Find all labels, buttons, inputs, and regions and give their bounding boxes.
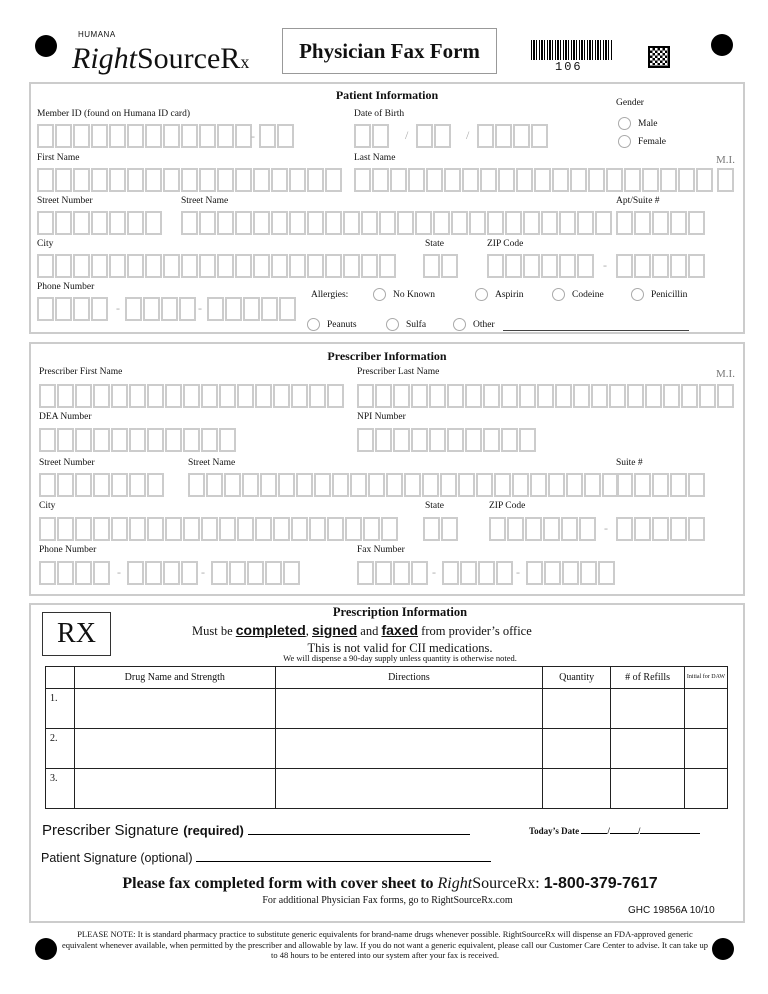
row-number: 2. (46, 729, 75, 769)
rx-mark: RX (42, 612, 111, 656)
prescriber-city-label: City (39, 501, 56, 511)
dob-year-field[interactable] (477, 124, 549, 148)
registration-dot-bottom-left (35, 938, 57, 960)
patient-phone-prefix-field[interactable] (125, 297, 197, 321)
first-name-label: First Name (37, 153, 80, 163)
prescriber-signature-line[interactable]: Prescriber Signature (required) (42, 822, 470, 840)
daw-cell[interactable] (685, 689, 728, 729)
barcode-number: 106 (555, 60, 583, 74)
allergy-other-line[interactable] (503, 330, 689, 331)
todays-date-line[interactable]: Today’s Date / / (529, 826, 700, 836)
fax-label: Fax Number (357, 545, 405, 555)
col-refills: # of Refills (611, 667, 685, 689)
prescriber-fax-area-field[interactable] (357, 561, 429, 585)
directions-cell[interactable] (275, 729, 543, 769)
prescriber-first-name-label: Prescriber First Name (39, 367, 123, 377)
patient-street-name-field[interactable] (181, 211, 613, 235)
prescriber-phone-prefix-field[interactable] (127, 561, 199, 585)
allergy-peanuts-radio[interactable]: Peanuts (307, 318, 357, 331)
prescriber-last-name-label: Prescriber Last Name (357, 367, 440, 377)
prescriber-last-name-field[interactable] (357, 384, 717, 408)
prescriber-mi-label: M.I. (716, 368, 735, 380)
state-label: State (425, 239, 444, 249)
col-directions: Directions (275, 667, 543, 689)
patient-phone-line-field[interactable] (207, 297, 297, 321)
prescriber-street-number-label: Street Number (39, 458, 95, 468)
dispense-note: We will dispense a 90-day supply unless quantity is otherwise noted. (283, 653, 517, 663)
daw-cell[interactable] (685, 769, 728, 809)
refills-cell[interactable] (611, 769, 685, 809)
cii-note: This is not valid for CII medications. (307, 641, 493, 655)
form-code: GHC 19856A 10/10 (628, 905, 715, 916)
prescriber-fax-prefix-field[interactable] (442, 561, 514, 585)
col-drug-name: Drug Name and Strength (74, 667, 275, 689)
patient-signature-line[interactable] (41, 851, 491, 865)
prescriber-section: Prescriber Information Prescriber First Name Prescriber Last Name M.I. DEA Number NPI Number Street Number Street Name Suite # City State ZIP Code - Phone Number - - Fax Number - - (29, 342, 745, 596)
prescriber-zip-label: ZIP Code (489, 501, 526, 511)
daw-cell[interactable] (685, 729, 728, 769)
registration-dot-top-left (35, 35, 57, 57)
suite-label: Suite # (616, 458, 643, 468)
logo-right: Right (72, 42, 137, 75)
gender-male-radio[interactable]: Male (618, 117, 658, 130)
prescriber-street-name-field[interactable] (188, 473, 620, 497)
prescriber-suite-field[interactable] (616, 473, 706, 497)
qr-code (648, 46, 670, 68)
prescriber-state-field[interactable] (423, 517, 459, 541)
rightsourcerx-logo (70, 30, 260, 80)
city-label: City (37, 239, 54, 249)
quantity-cell[interactable] (543, 729, 611, 769)
patient-last-name-field[interactable] (354, 168, 714, 192)
prescriber-section-title: Prescriber Information (327, 349, 447, 363)
logo-x: x (240, 52, 250, 72)
dob-day-field[interactable] (416, 124, 452, 148)
prescriber-zip-field[interactable] (489, 517, 597, 541)
prescriber-phone-area-field[interactable] (39, 561, 111, 585)
npi-number-field[interactable] (357, 428, 537, 452)
dea-number-field[interactable] (39, 428, 237, 452)
dob-month-field[interactable] (354, 124, 390, 148)
directions-cell[interactable] (275, 769, 543, 809)
signed-text: signed (312, 622, 358, 638)
radio-circle-icon (552, 288, 565, 301)
radio-circle-icon (307, 318, 320, 331)
directions-cell[interactable] (275, 689, 543, 729)
table-row (46, 729, 728, 769)
patient-city-field[interactable] (37, 254, 397, 278)
row-number: 1. (46, 689, 75, 729)
prescriber-state-label: State (425, 501, 444, 511)
dea-label: DEA Number (39, 412, 92, 422)
completed-text: completed (235, 622, 306, 638)
allergies-label: Allergies: (311, 290, 349, 300)
radio-circle-icon (618, 135, 631, 148)
prescriber-first-name-field[interactable] (39, 384, 345, 408)
allergy-no-known-radio[interactable]: No Known (373, 288, 435, 301)
street-name-label: Street Name (181, 196, 229, 206)
radio-circle-icon (475, 288, 488, 301)
radio-circle-icon (373, 288, 386, 301)
fax-number: 1-800-379-7617 (543, 875, 658, 892)
quantity-cell[interactable] (543, 769, 611, 809)
col-quantity: Quantity (543, 667, 611, 689)
registration-dot-top-right (711, 34, 733, 56)
zip-label: ZIP Code (487, 239, 524, 249)
table-row (46, 689, 728, 729)
patient-street-number-field[interactable] (37, 211, 163, 235)
gender-female-radio[interactable]: Female (618, 135, 666, 148)
patient-first-name-field[interactable] (37, 168, 343, 192)
mi-label: M.I. (716, 154, 735, 166)
prescription-table (45, 666, 728, 809)
form-title: Physician Fax Form (282, 28, 497, 74)
npi-label: NPI Number (357, 412, 406, 422)
patient-section: Patient Information Member ID (found on Humana ID card) - Date of Birth / / Gender Male Female First Name Last Name M.I. Street Number Street Name Apt/Suite # City State ZIP Code - Phone Number - - Allergies: No Known Aspirin Codeine Penicillin Peanuts Sulfa Other (29, 82, 745, 334)
allergy-aspirin-radio[interactable]: Aspirin (475, 288, 524, 301)
dob-label: Date of Birth (354, 109, 405, 119)
fax-instruction: Please fax completed form with cover sheet to RightSourceRx: 1-800-379-7617 (122, 875, 658, 892)
drug-name-cell[interactable] (74, 769, 275, 809)
patient-zip-field[interactable] (487, 254, 595, 278)
radio-circle-icon (386, 318, 399, 331)
prescriber-mi-field[interactable] (717, 384, 735, 408)
refills-cell[interactable] (611, 729, 685, 769)
additional-forms-note: For additional Physician Fax forms, go to RightSourceRx.com (262, 895, 513, 906)
col-daw: Initial for DAW (685, 667, 728, 689)
allergy-codeine-radio[interactable]: Codeine (552, 288, 604, 301)
patient-mi-field[interactable] (717, 168, 735, 192)
prescriber-street-number-field[interactable] (39, 473, 165, 497)
table-header-row (46, 667, 728, 689)
patient-zip-ext-field[interactable] (616, 254, 706, 278)
refills-cell[interactable] (611, 689, 685, 729)
prescriber-signature-label: Prescriber Signature (42, 822, 179, 839)
registration-dot-bottom-right (712, 938, 734, 960)
phone-label: Phone Number (37, 282, 95, 292)
allergy-other-radio[interactable]: Other (453, 318, 495, 331)
must-be-line: Must be completed, signed and faxed from provider’s office (192, 622, 532, 638)
logo-source: SourceR (137, 42, 241, 75)
row-number: 3. (46, 769, 75, 809)
apt-label: Apt/Suite # (616, 196, 660, 206)
last-name-label: Last Name (354, 153, 396, 163)
radio-circle-icon (618, 117, 631, 130)
patient-state-field[interactable] (423, 254, 459, 278)
quantity-cell[interactable] (543, 689, 611, 729)
prescriber-fax-line-field[interactable] (526, 561, 616, 585)
prescriber-city-field[interactable] (39, 517, 399, 541)
member-id-label: Member ID (found on Humana ID card) (37, 109, 191, 119)
member-id-field[interactable] (37, 124, 253, 148)
table-row (46, 769, 728, 809)
patient-apt-field[interactable] (616, 211, 706, 235)
prescriber-zip-ext-field[interactable] (616, 517, 706, 541)
patient-section-title: Patient Information (335, 88, 439, 102)
drug-name-cell[interactable] (74, 689, 275, 729)
gender-label: Gender (616, 98, 644, 108)
patient-signature-label: Patient Signature (optional) (41, 851, 193, 865)
humana-text: HUMANA (78, 30, 116, 39)
barcode (531, 40, 613, 60)
radio-circle-icon (453, 318, 466, 331)
allergy-penicillin-radio[interactable]: Penicillin (631, 288, 687, 301)
prescriber-street-name-label: Street Name (188, 458, 236, 468)
faxed-text: faxed (381, 622, 419, 638)
allergy-sulfa-radio[interactable]: Sulfa (386, 318, 426, 331)
member-id-suffix-field[interactable] (259, 124, 295, 148)
prescriber-phone-line-field[interactable] (211, 561, 301, 585)
prescriber-phone-label: Phone Number (39, 545, 97, 555)
patient-phone-area-field[interactable] (37, 297, 109, 321)
please-note: PLEASE NOTE: It is standard pharmacy practice to substitute generic equivalents for brand-name drugs whenever possible. RightSourceRx will dispense an FDA-approved generic equivalent whenever available, when permitted by the prescriber and allowable by law. If you do not want a generic equivalent, please call our Customer Care Center to advise. It can take up to 48 hours to be entered into our system after your fax is received. (62, 929, 708, 961)
prescription-section-title: Prescription Information (332, 605, 468, 619)
drug-name-cell[interactable] (74, 729, 275, 769)
radio-circle-icon (631, 288, 644, 301)
street-number-label: Street Number (37, 196, 93, 206)
